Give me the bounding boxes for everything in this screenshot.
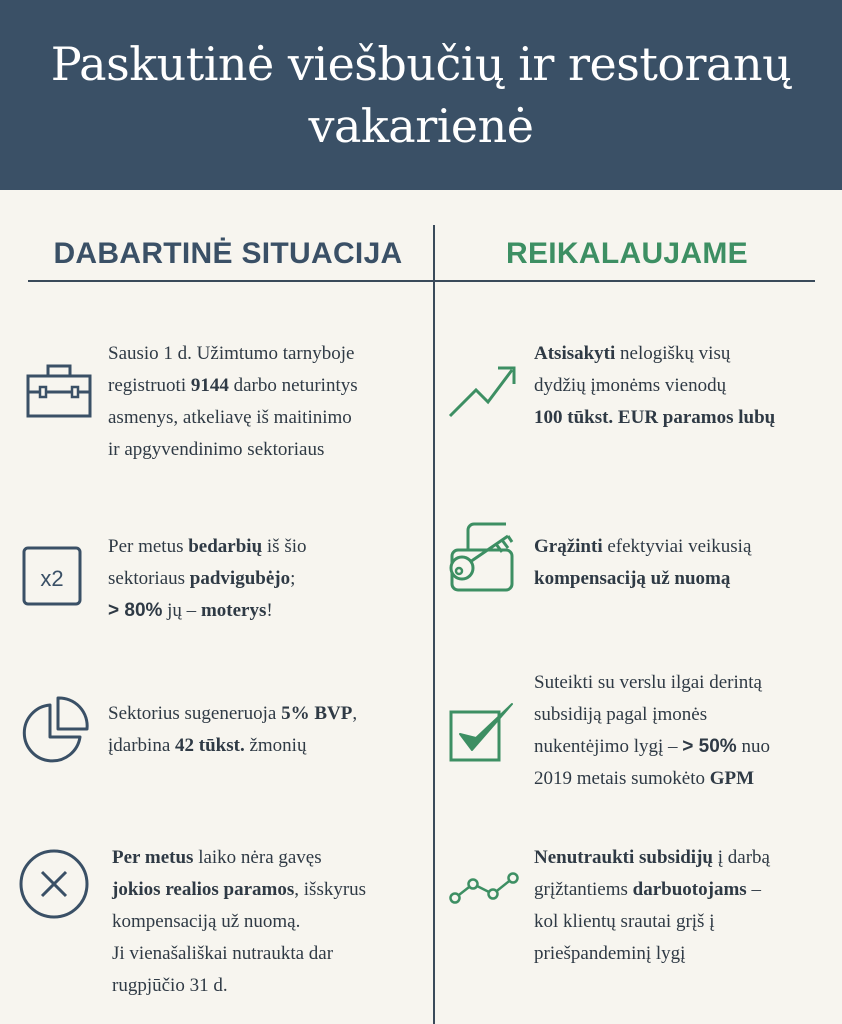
left-column-title: DABARTINĖ SITUACIJA: [53, 237, 403, 270]
right-column-title: REIKALAUJAME: [506, 237, 748, 270]
pie-chart-icon: [18, 695, 90, 772]
left-item-1-text: Sausio 1 d. Užimtumo tarnyboje registruoti 9144 darbo neturintys asmenys, atkeliavę iš maitinimo ir apgyvendinimo sektoriaus: [108, 338, 358, 466]
trend-up-icon: [446, 360, 518, 427]
left-item-4-text: Per metus laiko nėra gavęs jokios realios paramos, išskyrus kompensaciją už nuomą. Ji vienašališkai nutraukta dar rugpjūčio 31 d.: [112, 847, 367, 996]
page-title: Paskutinė viešbučių ir restoranų vakarienė: [50, 37, 792, 153]
header-banner: [0, 0, 842, 190]
line-graph-icon: [448, 870, 520, 911]
text-line: Sausio 1 d. Užimtumo tarnyboje: [108, 343, 355, 364]
circle-x-icon: [18, 848, 90, 925]
left-item-2-text: Per metus bedarbių iš šio sektoriaus padvigubėjo; > 80% jų – moterys!: [108, 536, 307, 621]
right-item-1-text: Atsisakyti nelogiškų visų dydžių įmonėms vienodų 100 tūkst. EUR paramos lubų: [534, 343, 776, 428]
right-title-underline: [435, 280, 815, 282]
right-item-4-text: Nenutraukti subsidijų į darbą grįžtantiems darbuotojams – kol klientų srautai grįš į priešpandeminį lygį: [534, 847, 770, 964]
checkbox-check-icon: [448, 700, 518, 769]
svg-text:x2: x2: [40, 566, 64, 591]
left-item-3-text: Sektorius sugeneruoja 5% BVP, įdarbina 42 tūkst. žmonių: [108, 703, 358, 756]
briefcase-icon: [26, 364, 92, 425]
left-title-underline: [28, 280, 433, 282]
x2-icon: [22, 546, 84, 613]
right-item-2-text: Grąžinti efektyviai veikusią kompensaciją už nuomą: [534, 536, 752, 589]
right-item-3-text: Suteikti su verslu ilgai derintą subsidiją pagal įmonės nukentėjimo lygį – > 50% nuo 2019 metais sumokėto GPM: [534, 672, 770, 789]
key-icon: [446, 522, 518, 605]
column-divider: [433, 225, 435, 1024]
